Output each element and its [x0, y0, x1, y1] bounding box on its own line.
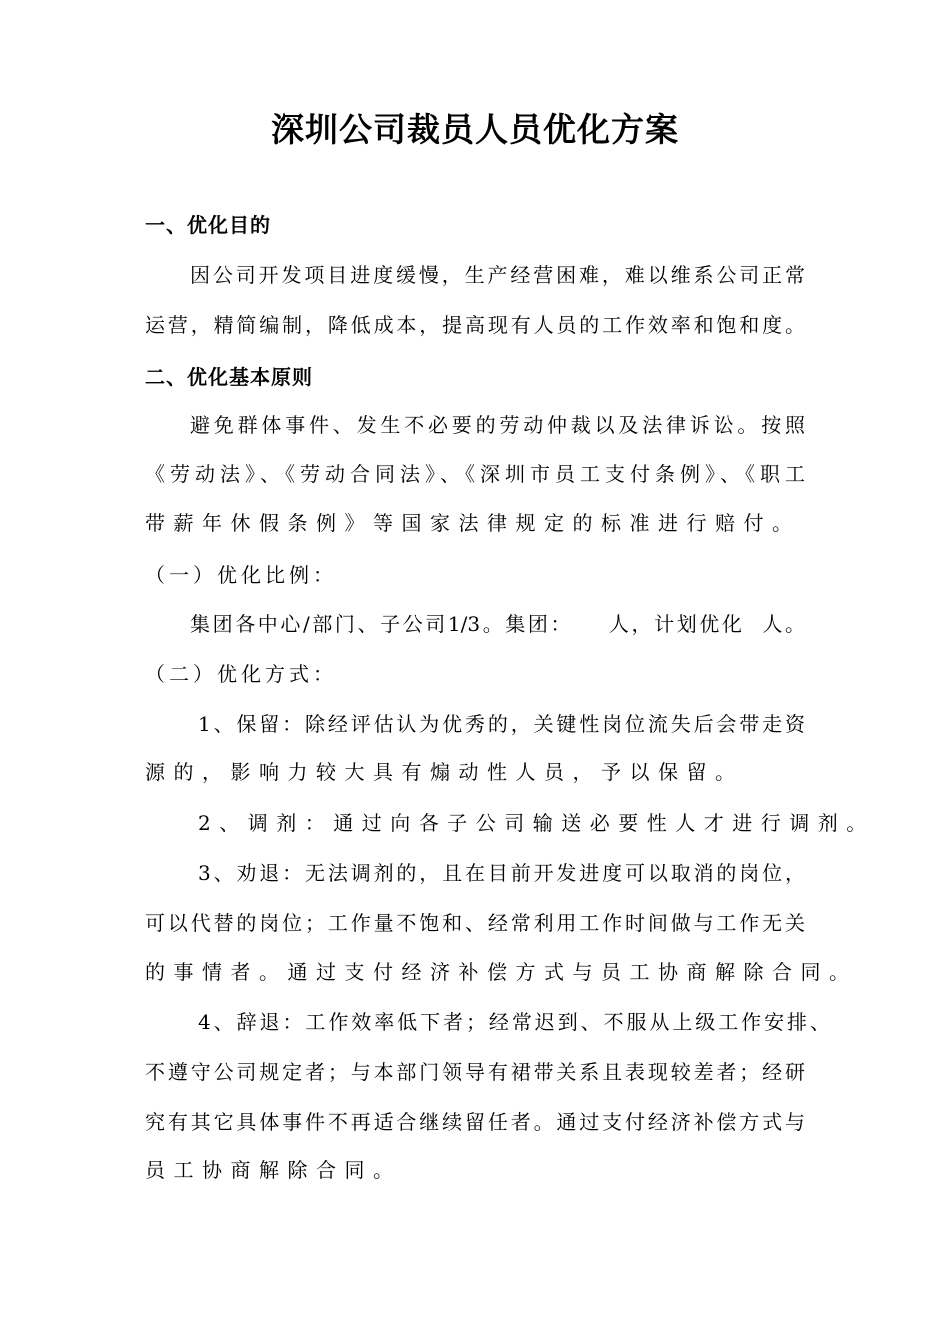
paragraph-line: 可以代替的岗位；工作量不饱和、经常利用工作时间做与工作无关 [145, 911, 805, 935]
page-title: 深圳公司裁员人员优化方案 [271, 110, 679, 149]
paragraph-line: 因公司开发项目进度缓慢，生产经营困难，难以维系公司正常 [190, 263, 805, 287]
paragraph-line: 带薪年休假条例》等国家法律规定的标准进行赔付。 [145, 511, 801, 535]
paragraph-line: 的事情者。通过支付经济补偿方式与员工协商解除合同。 [145, 960, 858, 984]
section-heading-principle: 二、优化基本原则 [145, 365, 313, 389]
paragraph-line: 1、保留：除经评估认为优秀的，关键性岗位流失后会带走资 [198, 712, 805, 736]
paragraph-line: 4、辞退：工作效率低下者；经常迟到、不服从上级工作安排、 [198, 1010, 830, 1034]
paragraph-line: 避免群体事件、发生不必要的劳动仲裁以及法律诉讼。按照 [190, 413, 805, 437]
paragraph-line: 不遵守公司规定者；与本部门领导有裙带关系且表现较差者；经研 [145, 1060, 805, 1084]
paragraph-line: 员工协商解除合同。 [145, 1158, 402, 1182]
paragraph-line: 运营，精简编制，降低成本，提高现有人员的工作效率和饱和度。 [145, 313, 805, 337]
section-heading-purpose: 一、优化目的 [145, 213, 271, 237]
paragraph-line: 究有其它具体事件不再适合继续留任者。通过支付经济补偿方式与 [145, 1110, 805, 1134]
paragraph-line: 3、劝退：无法调剂的，且在目前开发进度可以取消的岗位， [198, 861, 805, 885]
paragraph-line: 《劳动法》、《劳动合同法》、《深圳市员工支付条例》、《职工 [145, 462, 805, 486]
paragraph-line: 集团各中心/部门、子公司1/3。集团： 人，计划优化 人。 [190, 612, 805, 636]
subheading-ratio: （一）优化比例： [145, 563, 337, 587]
subheading-method: （二）优化方式： [145, 662, 337, 686]
paragraph-line: 源的，影响力较大具有煽动性人员，予以保留。 [145, 760, 744, 784]
paragraph-line: 2、调剂：通过向各子公司输送必要性人才进行调剂。 [198, 811, 875, 835]
